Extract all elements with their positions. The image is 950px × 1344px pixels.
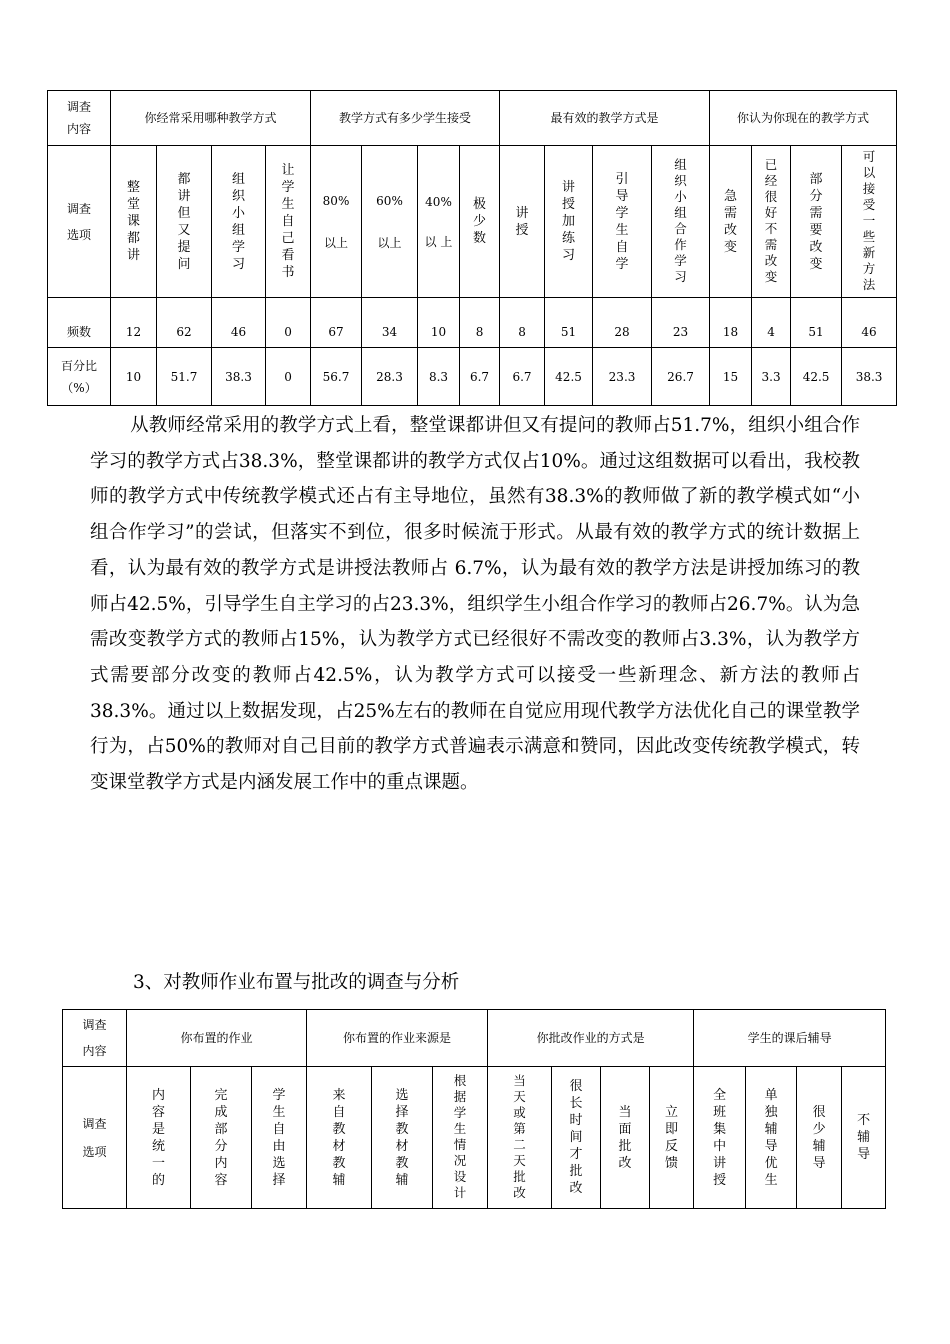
freq-cell: 46 <box>842 298 897 348</box>
freq-cell: 23 <box>652 298 710 348</box>
freq-cell: 62 <box>157 298 212 348</box>
group-header: 学生的课后辅导 <box>694 1010 886 1067</box>
group-header: 你布置的作业来源是 <box>307 1010 488 1067</box>
freq-cell: 51 <box>791 298 842 348</box>
survey-table-homework <box>62 1009 886 1209</box>
option-cell: 已经很好不需改变 <box>752 146 791 298</box>
option-cell: 80% 以上 <box>311 146 362 298</box>
row-header-frequency: 频数 <box>48 298 111 348</box>
option-cell: 立即反馈 <box>650 1067 694 1209</box>
group-header: 你布置的作业 <box>127 1010 307 1067</box>
option-cell: 让学生自己看书 <box>266 146 311 298</box>
row-header-options: 调查选项 <box>63 1067 127 1209</box>
table-row-percentage <box>48 348 897 406</box>
option-cell: 整堂课都讲 <box>111 146 157 298</box>
option-cell: 当面批改 <box>601 1067 650 1209</box>
option-cell: 不辅导 <box>842 1067 886 1209</box>
pct-cell: 38.3 <box>212 348 266 406</box>
group-header: 教学方式有多少学生接受 <box>311 91 500 146</box>
pct-cell: 6.7 <box>460 348 500 406</box>
option-cell: 内容是统一的 <box>127 1067 191 1209</box>
pct-cell: 23.3 <box>593 348 652 406</box>
option-cell: 部分需要改变 <box>791 146 842 298</box>
pct-cell: 38.3 <box>842 348 897 406</box>
option-cell: 急需改变 <box>710 146 752 298</box>
pct-cell: 15 <box>710 348 752 406</box>
option-cell: 根据学生情况设计 <box>433 1067 488 1209</box>
option-cell: 很长时间才批改 <box>552 1067 601 1209</box>
option-cell: 极少数 <box>460 146 500 298</box>
option-cell: 60% 以上 <box>362 146 418 298</box>
group-header: 你批改作业的方式是 <box>488 1010 694 1067</box>
option-cell: 都讲但又提问 <box>157 146 212 298</box>
option-cell: 学生自由选择 <box>252 1067 307 1209</box>
freq-cell: 0 <box>266 298 311 348</box>
pct-cell: 51.7 <box>157 348 212 406</box>
option-cell: 引导学生自学 <box>593 146 652 298</box>
option-cell: 全班集中讲授 <box>694 1067 746 1209</box>
pct-cell: 56.7 <box>311 348 362 406</box>
pct-cell: 28.3 <box>362 348 418 406</box>
option-cell: 很少辅导 <box>797 1067 842 1209</box>
freq-cell: 12 <box>111 298 157 348</box>
freq-cell: 4 <box>752 298 791 348</box>
pct-cell: 42.5 <box>545 348 593 406</box>
freq-cell: 67 <box>311 298 362 348</box>
row-header-content: 调查内容 <box>48 91 111 146</box>
freq-cell: 8 <box>500 298 545 348</box>
freq-cell: 10 <box>418 298 460 348</box>
analysis-paragraph <box>90 408 860 801</box>
option-cell: 单独辅导优生 <box>746 1067 797 1209</box>
freq-cell: 46 <box>212 298 266 348</box>
row-header-options: 调查选项 <box>48 146 111 298</box>
survey-table-teaching-methods <box>47 90 897 406</box>
pct-cell: 42.5 <box>791 348 842 406</box>
table-row-frequency <box>48 298 897 348</box>
option-cell: 当天或第二天批改 <box>488 1067 552 1209</box>
freq-cell: 28 <box>593 298 652 348</box>
pct-cell: 0 <box>266 348 311 406</box>
option-cell: 组织小组合作学习 <box>652 146 710 298</box>
option-cell: 选择教材教辅 <box>372 1067 433 1209</box>
pct-cell: 26.7 <box>652 348 710 406</box>
group-header: 最有效的教学方式是 <box>500 91 710 146</box>
option-cell: 完成部分内容 <box>191 1067 252 1209</box>
group-header: 你认为你现在的教学方式 <box>710 91 897 146</box>
pct-cell: 8.3 <box>418 348 460 406</box>
option-cell: 来自教材教辅 <box>307 1067 372 1209</box>
section-heading: 3、对教师作业布置与批改的调查与分析 <box>133 972 460 993</box>
analysis-paragraph-text: 从教师经常采用的教学方式上看，整堂课都讲但又有提问的教师占51.7%，组织小组合作学习的教学方式占38.3%，整堂课都讲的教学方式仅占10%。通过这组数据可以看出，我校教师的教学方式中传统教学模式还占有主导地位，虽然有38.3%的教师做了新的教学模式如“小组合作学习”的尝试，但落实不到位，很多时候流于形式。从最有效的教学方式的统计数据上看，认为最有效的教学方式是讲授法教师占 6.7%，认为最有效的教学方法是讲授加练习的教师占42.5%，引导学生自主学习的占23.3%，组织学生小组合作学习的教师占26.7%。认为急需改变教学方式的教师占15%，认为教学方式已经很好不需改变的教师占3.3%，认为教学方式需要部分改变的教师占42.5%，认为教学方式可以接受一些新理念、新方法的教师占38.3%。通过以上数据发现，占25%左右的教师在自觉应用现代教学方法优化自己的课堂教学行为，占50%的教师对自己目前的教学方式普遍表示满意和赞同，因此改变传统教学模式，转变课堂教学方式是内涵发展工作中的重点课题。 <box>90 415 860 794</box>
pct-cell: 3.3 <box>752 348 791 406</box>
option-cell: 讲授加练习 <box>545 146 593 298</box>
pct-cell: 10 <box>111 348 157 406</box>
row-header-percentage: 百分比（%） <box>48 348 111 406</box>
freq-cell: 18 <box>710 298 752 348</box>
pct-cell: 6.7 <box>500 348 545 406</box>
option-cell: 可以接受一些新方法 <box>842 146 897 298</box>
row-header-content: 调查内容 <box>63 1010 127 1067</box>
freq-cell: 34 <box>362 298 418 348</box>
option-cell: 40% 以 上 <box>418 146 460 298</box>
group-header: 你经常采用哪种教学方式 <box>111 91 311 146</box>
freq-cell: 51 <box>545 298 593 348</box>
option-cell: 讲授 <box>500 146 545 298</box>
freq-cell: 8 <box>460 298 500 348</box>
option-cell: 组织小组学习 <box>212 146 266 298</box>
